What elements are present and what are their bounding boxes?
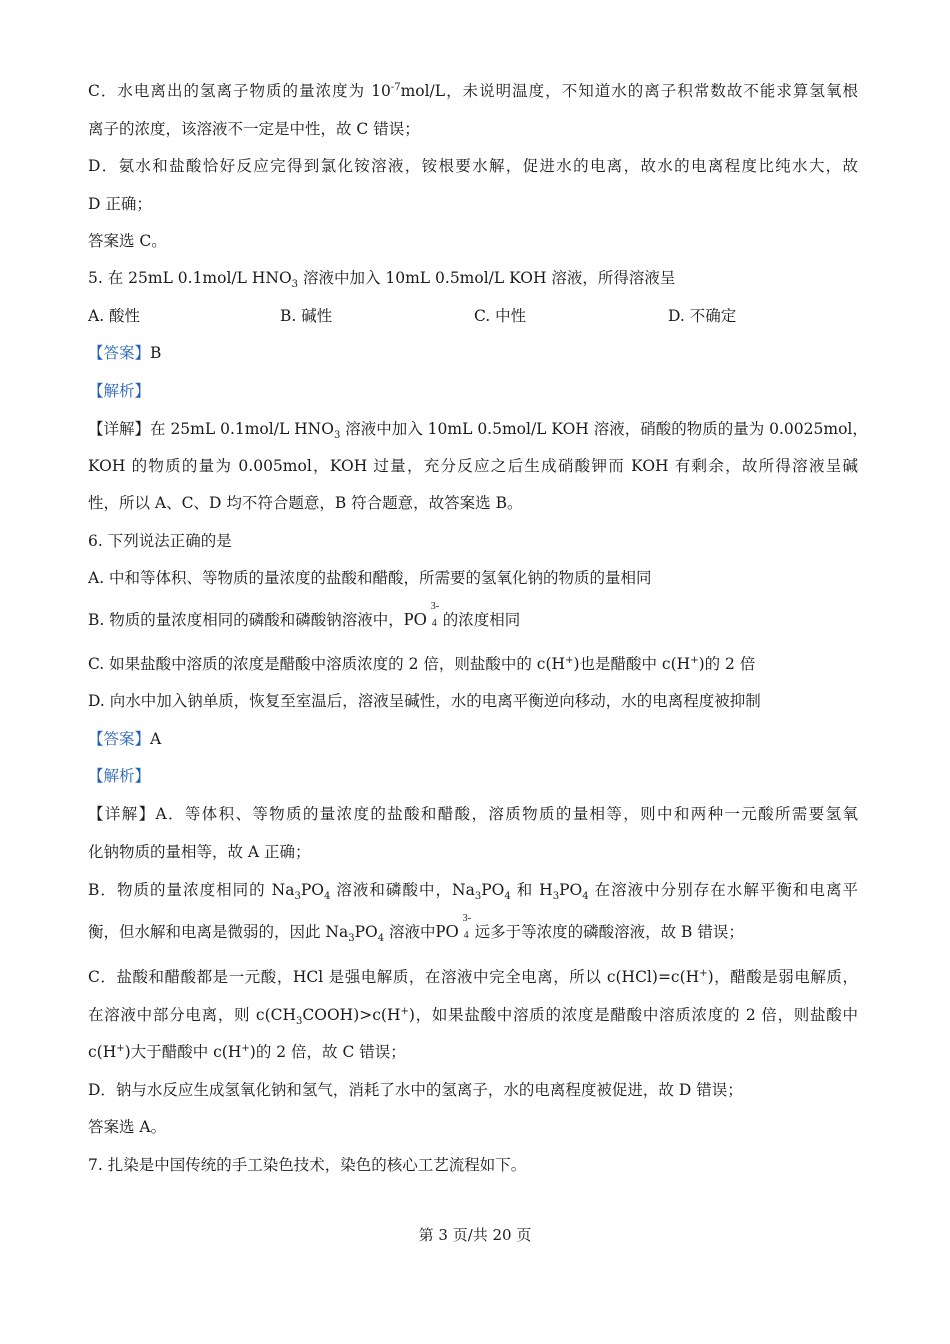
q6-detail-b-line1: B．物质的量浓度相同的 $Na_3PO_4$ 溶液和磷酸中，$Na_3PO_4$ 和 $H_3PO_4$ 在溶液中分别存在水解平衡和电离平: [88, 881, 858, 903]
q5-option-d: D. 不确定: [668, 307, 737, 325]
q4-option-c-line2: 离子的浓度，该溶液不一定是中性，故 C 错误；: [88, 120, 420, 138]
q4-answer-line: 答案选 C。: [88, 232, 167, 250]
q4-option-d-line2: D 正确；: [88, 195, 152, 213]
q6-option-a: A. 中和等体积、等物质的量浓度的盐酸和醋酸，所需要的氢氧化钠的物质的量相同: [88, 569, 652, 587]
phosphate-ion-formula: PO 3- 4: [435, 913, 471, 941]
answer-tag: 【答案】: [88, 344, 151, 362]
page-footer: 第 3 页/共 20 页: [418, 1226, 532, 1244]
q5-answer: 【答案】B: [88, 344, 162, 362]
q5-detail-line1: 【详解】在 25mL 0.1mol/L $HNO_3$ 溶液中加入 10mL 0.5mol/L KOH 溶液，硝酸的物质的量为 0.0025mol，: [88, 420, 868, 442]
q6-detail-a-line1: 【详解】A．等体积、等物质的量浓度的盐酸和醋酸，溶质物质的量相等，则中和两种一元酸所需要氢氧: [88, 805, 858, 823]
q6-detail-b-line2: 衡，但水解和电离是微弱的，因此 $Na_3PO_4$ 溶液中PO 3- 4 远多于等浓度的磷酸溶液，故 B 错误；: [88, 913, 744, 945]
q6-detail-c-line2: 在溶液中部分电离，则 $c(CH_3COOH)>c(H^+)$，如果盐酸中溶质的浓度是醋酸中溶质浓度的 2 倍，则盐酸中: [88, 1005, 858, 1028]
q5-detail-line3: 性，所以 A、C、D 均不符合题意，B 符合题意，故答案选 B。: [88, 494, 523, 512]
detail-tag: 【详解】: [88, 420, 151, 438]
q6-detail-d-line1: D．钠与水反应生成氢氧化钠和氢气，消耗了水中的氢离子，水的电离程度被促进，故 D 错误；: [88, 1081, 743, 1099]
q4-option-c-line1: C．水电离出的氢离子物质的量浓度为 $10^{-7}mol/L$，未说明温度，不知道水的离子积常数故不能求算氢氧根: [88, 81, 858, 100]
q5-option-b: B. 碱性: [280, 307, 333, 325]
q5-option-a: A. 酸性: [88, 307, 141, 325]
q5-option-c: C. 中性: [474, 307, 527, 325]
q7-stem: 7. 扎染是中国传统的手工染色技术，染色的核心工艺流程如下。: [88, 1156, 527, 1174]
q4-option-d-line1: D．氨水和盐酸恰好反应完得到氯化铵溶液，铵根要水解，促进水的电离，故水的电离程度比纯水大，故: [88, 157, 858, 175]
q6-answer-line: 答案选 A。: [88, 1118, 167, 1136]
q6-option-d: D. 向水中加入钠单质，恢复至室温后，溶液呈碱性，水的电离平衡逆向移动，水的电离程度被抑制: [88, 692, 761, 710]
q6-option-b: B. 物质的量浓度相同的磷酸和磷酸钠溶液中，PO 3- 4 的浓度相同: [88, 601, 521, 629]
phosphate-ion-formula: PO 3- 4: [403, 601, 440, 629]
q6-detail-a-line2: 化钠物质的量相等，故 A 正确；: [88, 843, 311, 861]
q6-detail-c-line3: c(H+)大于醋酸中 c(H+)的 2 倍，故 C 错误；: [88, 1042, 406, 1061]
q5-stem: 5. 在 25mL 0.1mol/L $HNO_3$ 溶液中加入 10mL 0.5mol/L KOH 溶液，所得溶液呈: [88, 269, 676, 291]
q6-option-c: C. 如果盐酸中溶质的浓度是醋酸中溶质浓度的 2 倍，则盐酸中的 c(H+)也是醋酸中 c(H+)的 2 倍: [88, 654, 756, 673]
q6-analysis-tag: 【解析】: [88, 767, 151, 785]
q6-detail-c-line1: C．盐酸和醋酸都是一元酸，HCl 是强电解质，在溶液中完全电离，所以 c(HCl)=c(H+)，醋酸是弱电解质，: [88, 967, 858, 986]
answer-tag: 【答案】: [88, 730, 151, 748]
detail-tag: 【详解】: [88, 805, 156, 823]
q5-analysis-tag: 【解析】: [88, 382, 151, 400]
q5-detail-line2: KOH 的物质的量为 0.005mol，KOH 过量，充分反应之后生成硝酸钾而 KOH 有剩余，故所得溶液呈碱: [88, 457, 858, 475]
q6-stem: 6. 下列说法正确的是: [88, 532, 232, 550]
q6-answer: 【答案】A: [88, 730, 162, 748]
